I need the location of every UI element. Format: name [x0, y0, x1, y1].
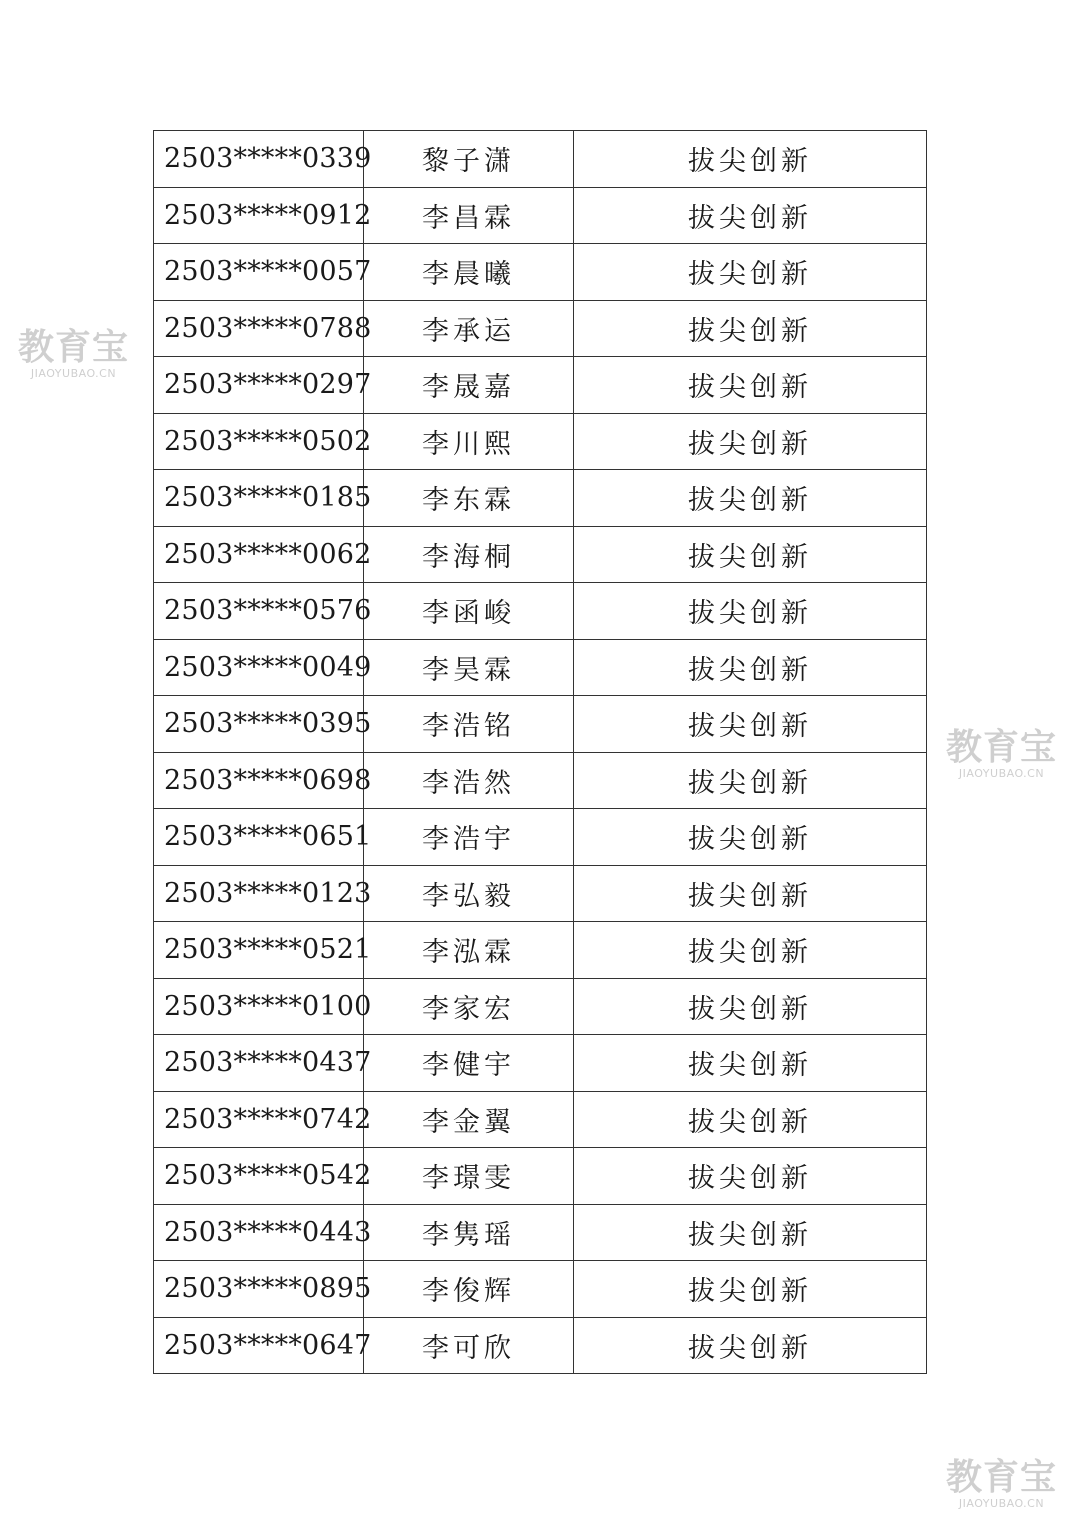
table-row — [154, 1261, 927, 1318]
watermark-logo-text: 教育宝 — [18, 327, 130, 368]
student-name-cell: 李函峻 — [364, 583, 574, 640]
student-name-cell: 李昌霖 — [364, 187, 574, 244]
table-row — [154, 526, 927, 583]
student-name-cell: 李川熙 — [364, 413, 574, 470]
table-row — [154, 1204, 927, 1261]
table-row — [154, 639, 927, 696]
category-cell: 拔尖创新 — [574, 526, 927, 583]
student-name-cell: 李浩然 — [364, 752, 574, 809]
student-name-cell: 李弘毅 — [364, 865, 574, 922]
watermark-url: JIAOYUBAO.CN — [958, 767, 1045, 780]
table-row — [154, 1091, 927, 1148]
table-row — [154, 187, 927, 244]
watermark-logo-text: 教育宝 — [946, 1457, 1058, 1498]
student-id-cell: 2503*****0062 — [154, 526, 364, 583]
table-row — [154, 978, 927, 1035]
table-row — [154, 1035, 927, 1092]
table-row — [154, 244, 927, 301]
category-cell: 拔尖创新 — [574, 978, 927, 1035]
category-cell: 拔尖创新 — [574, 696, 927, 753]
category-cell: 拔尖创新 — [574, 413, 927, 470]
student-id-cell: 2503*****0049 — [154, 639, 364, 696]
student-id-cell: 2503*****0698 — [154, 752, 364, 809]
watermark-url: JIAOYUBAO.CN — [30, 367, 117, 380]
watermark-logo-text: 教育宝 — [946, 727, 1058, 768]
student-name-cell: 李浩铭 — [364, 696, 574, 753]
student-name-cell: 李泓霖 — [364, 922, 574, 979]
student-id-cell: 2503*****0742 — [154, 1091, 364, 1148]
table-row — [154, 583, 927, 640]
category-cell: 拔尖创新 — [574, 1317, 927, 1374]
student-id-cell: 2503*****0647 — [154, 1317, 364, 1374]
student-id-cell: 2503*****0185 — [154, 470, 364, 527]
student-name-cell: 李隽瑶 — [364, 1204, 574, 1261]
student-id-cell: 2503*****0895 — [154, 1261, 364, 1318]
table-row — [154, 696, 927, 753]
student-name-cell: 李承运 — [364, 300, 574, 357]
student-id-cell: 2503*****0542 — [154, 1148, 364, 1205]
student-name-cell: 李东霖 — [364, 470, 574, 527]
student-id-cell: 2503*****0443 — [154, 1204, 364, 1261]
student-id-cell: 2503*****0057 — [154, 244, 364, 301]
watermark — [946, 1457, 1058, 1510]
table-body — [154, 131, 927, 1374]
student-id-cell: 2503*****0297 — [154, 357, 364, 414]
table-row — [154, 470, 927, 527]
watermark-url: JIAOYUBAO.CN — [958, 1497, 1045, 1510]
student-id-cell: 2503*****0521 — [154, 922, 364, 979]
table-row — [154, 1317, 927, 1374]
category-cell: 拔尖创新 — [574, 470, 927, 527]
student-name-cell: 李昊霖 — [364, 639, 574, 696]
student-name-cell: 黎子潇 — [364, 131, 574, 188]
category-cell: 拔尖创新 — [574, 865, 927, 922]
student-name-cell: 李健宇 — [364, 1035, 574, 1092]
category-cell: 拔尖创新 — [574, 583, 927, 640]
student-id-cell: 2503*****0502 — [154, 413, 364, 470]
student-id-cell: 2503*****0576 — [154, 583, 364, 640]
student-id-cell: 2503*****0339 — [154, 131, 364, 188]
student-id-cell: 2503*****0788 — [154, 300, 364, 357]
table-row — [154, 922, 927, 979]
category-cell: 拔尖创新 — [574, 1261, 927, 1318]
category-cell: 拔尖创新 — [574, 1148, 927, 1205]
category-cell: 拔尖创新 — [574, 357, 927, 414]
student-name-cell: 李家宏 — [364, 978, 574, 1035]
table-row — [154, 865, 927, 922]
student-name-cell: 李可欣 — [364, 1317, 574, 1374]
table-row — [154, 300, 927, 357]
watermark — [946, 727, 1058, 780]
category-cell: 拔尖创新 — [574, 300, 927, 357]
table-row — [154, 357, 927, 414]
name-list-table — [153, 130, 927, 1374]
table-row — [154, 413, 927, 470]
student-name-cell: 李晨曦 — [364, 244, 574, 301]
category-cell: 拔尖创新 — [574, 187, 927, 244]
category-cell: 拔尖创新 — [574, 809, 927, 866]
table-row — [154, 752, 927, 809]
category-cell: 拔尖创新 — [574, 1091, 927, 1148]
student-id-cell: 2503*****0651 — [154, 809, 364, 866]
student-id-cell: 2503*****0395 — [154, 696, 364, 753]
student-name-cell: 李金翼 — [364, 1091, 574, 1148]
student-name-cell: 李俊辉 — [364, 1261, 574, 1318]
student-id-cell: 2503*****0123 — [154, 865, 364, 922]
student-name-cell: 李浩宇 — [364, 809, 574, 866]
category-cell: 拔尖创新 — [574, 639, 927, 696]
watermark — [18, 327, 130, 380]
table-row — [154, 131, 927, 188]
student-id-cell: 2503*****0100 — [154, 978, 364, 1035]
student-name-cell: 李海桐 — [364, 526, 574, 583]
category-cell: 拔尖创新 — [574, 244, 927, 301]
category-cell: 拔尖创新 — [574, 131, 927, 188]
category-cell: 拔尖创新 — [574, 1204, 927, 1261]
category-cell: 拔尖创新 — [574, 1035, 927, 1092]
student-name-cell: 李晟嘉 — [364, 357, 574, 414]
table-row — [154, 809, 927, 866]
category-cell: 拔尖创新 — [574, 752, 927, 809]
category-cell: 拔尖创新 — [574, 922, 927, 979]
student-id-cell: 2503*****0437 — [154, 1035, 364, 1092]
table-row — [154, 1148, 927, 1205]
student-name-cell: 李璟雯 — [364, 1148, 574, 1205]
student-id-cell: 2503*****0912 — [154, 187, 364, 244]
